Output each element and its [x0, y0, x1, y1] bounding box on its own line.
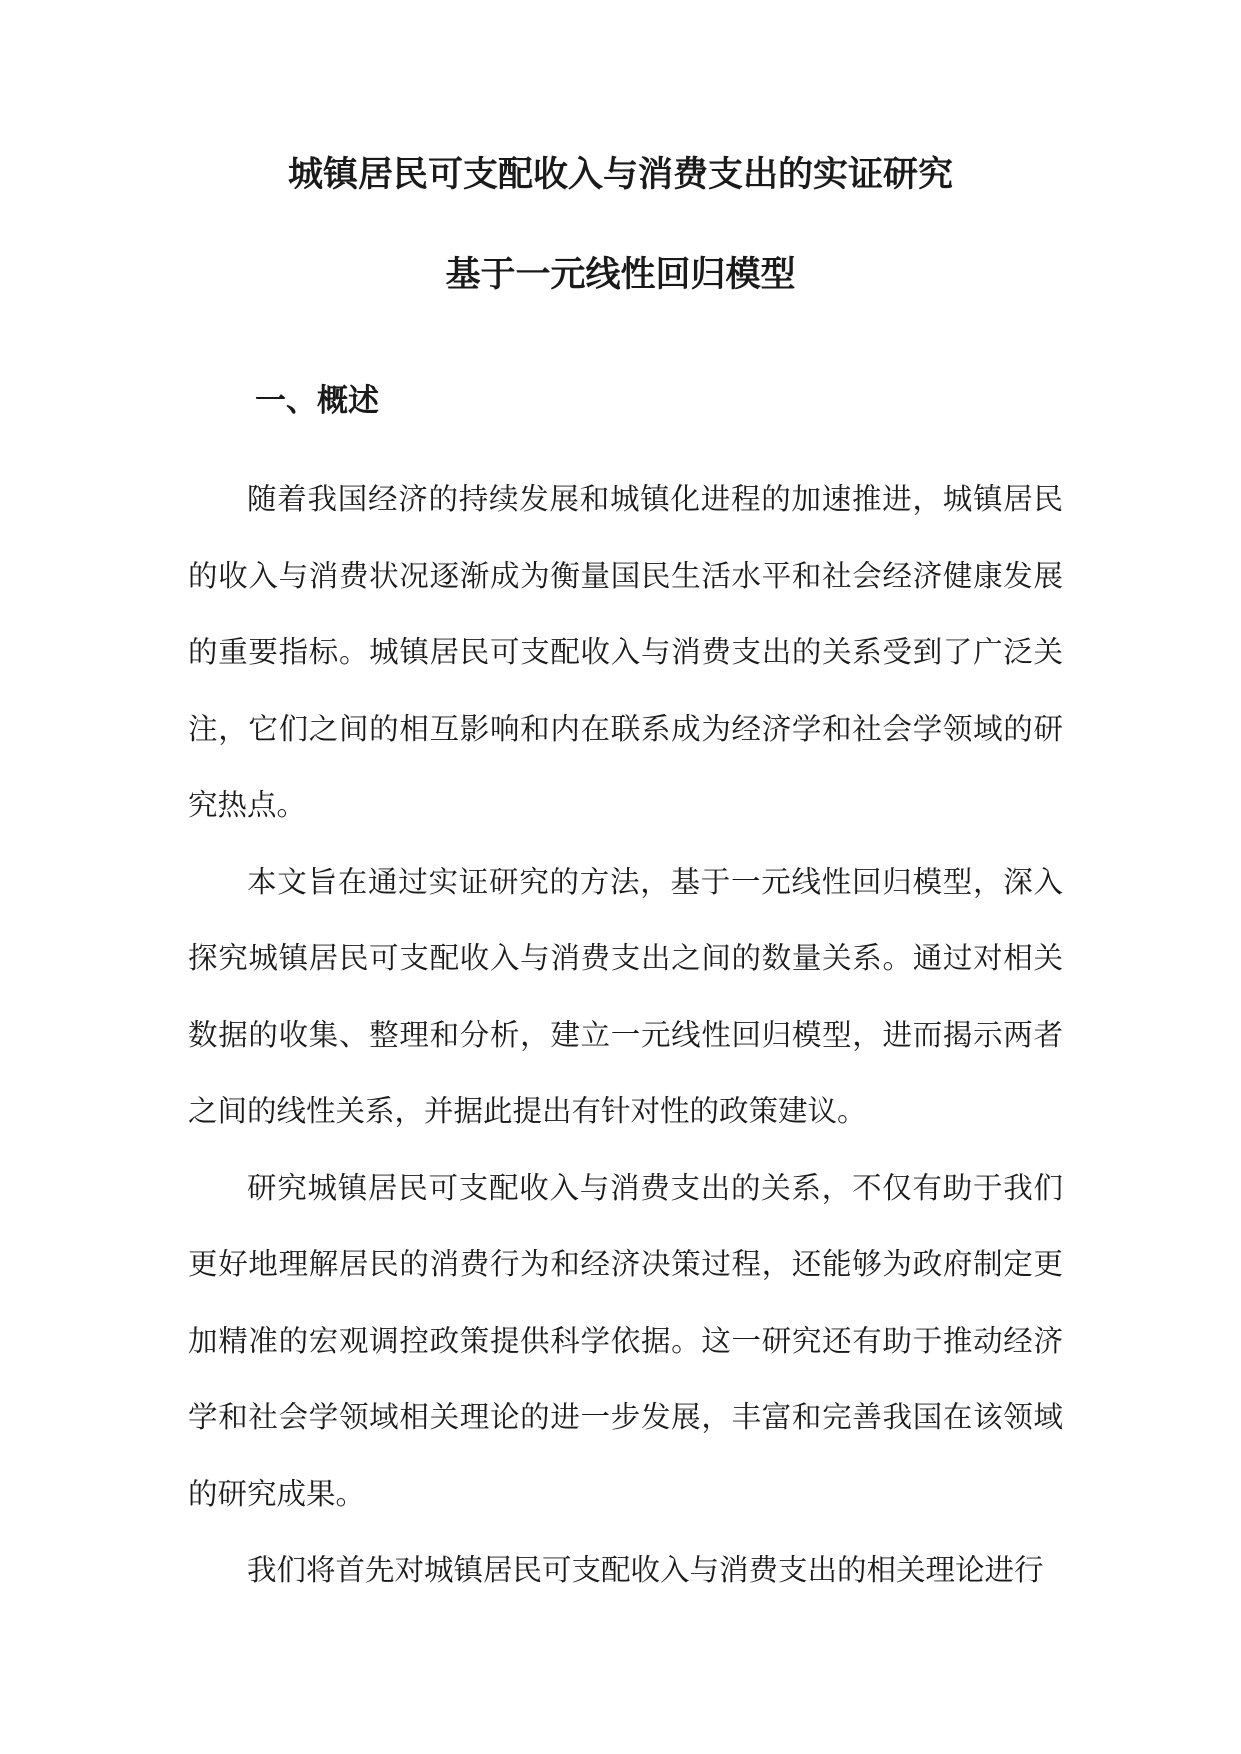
paragraph: 我们将首先对城镇居民可支配收入与消费支出的相关理论进行	[247, 1553, 1044, 1587]
body-text	[188, 461, 1063, 1609]
document-subtitle: 基于一元线性回归模型	[445, 254, 796, 295]
paragraph: 研究城镇居民可支配收入与消费支出的关系，不仅有助于我们更好地理解居民的消费行为和经济决策过程，还能够为政府制定更加精准的宏观调控政策提供科学依据。这一研究还有助于推动经济学和社会学领域相关理论的进一步发展，丰富和完善我国在该领域的研究成果。	[188, 1170, 1063, 1511]
paragraph: 本文旨在通过实证研究的方法，基于一元线性回归模型，深入探究城镇居民可支配收入与消费支出之间的数量关系。通过对相关数据的收集、整理和分析，建立一元线性回归模型，进而揭示两者之间的线性关系，并据此提出有针对性的政策建议。	[188, 864, 1063, 1128]
paragraph: 随着我国经济的持续发展和城镇化进程的加速推进，城镇居民的收入与消费状况逐渐成为衡量国民生活水平和社会经济健康发展的重要指标。城镇居民可支配收入与消费支出的关系受到了广泛关注，它们之间的相互影响和内在联系成为经济学和社会学领域的研究热点。	[188, 482, 1063, 822]
section-heading: 一、概述	[255, 383, 379, 419]
document-title: 城镇居民可支配收入与消费支出的实证研究	[287, 154, 953, 195]
